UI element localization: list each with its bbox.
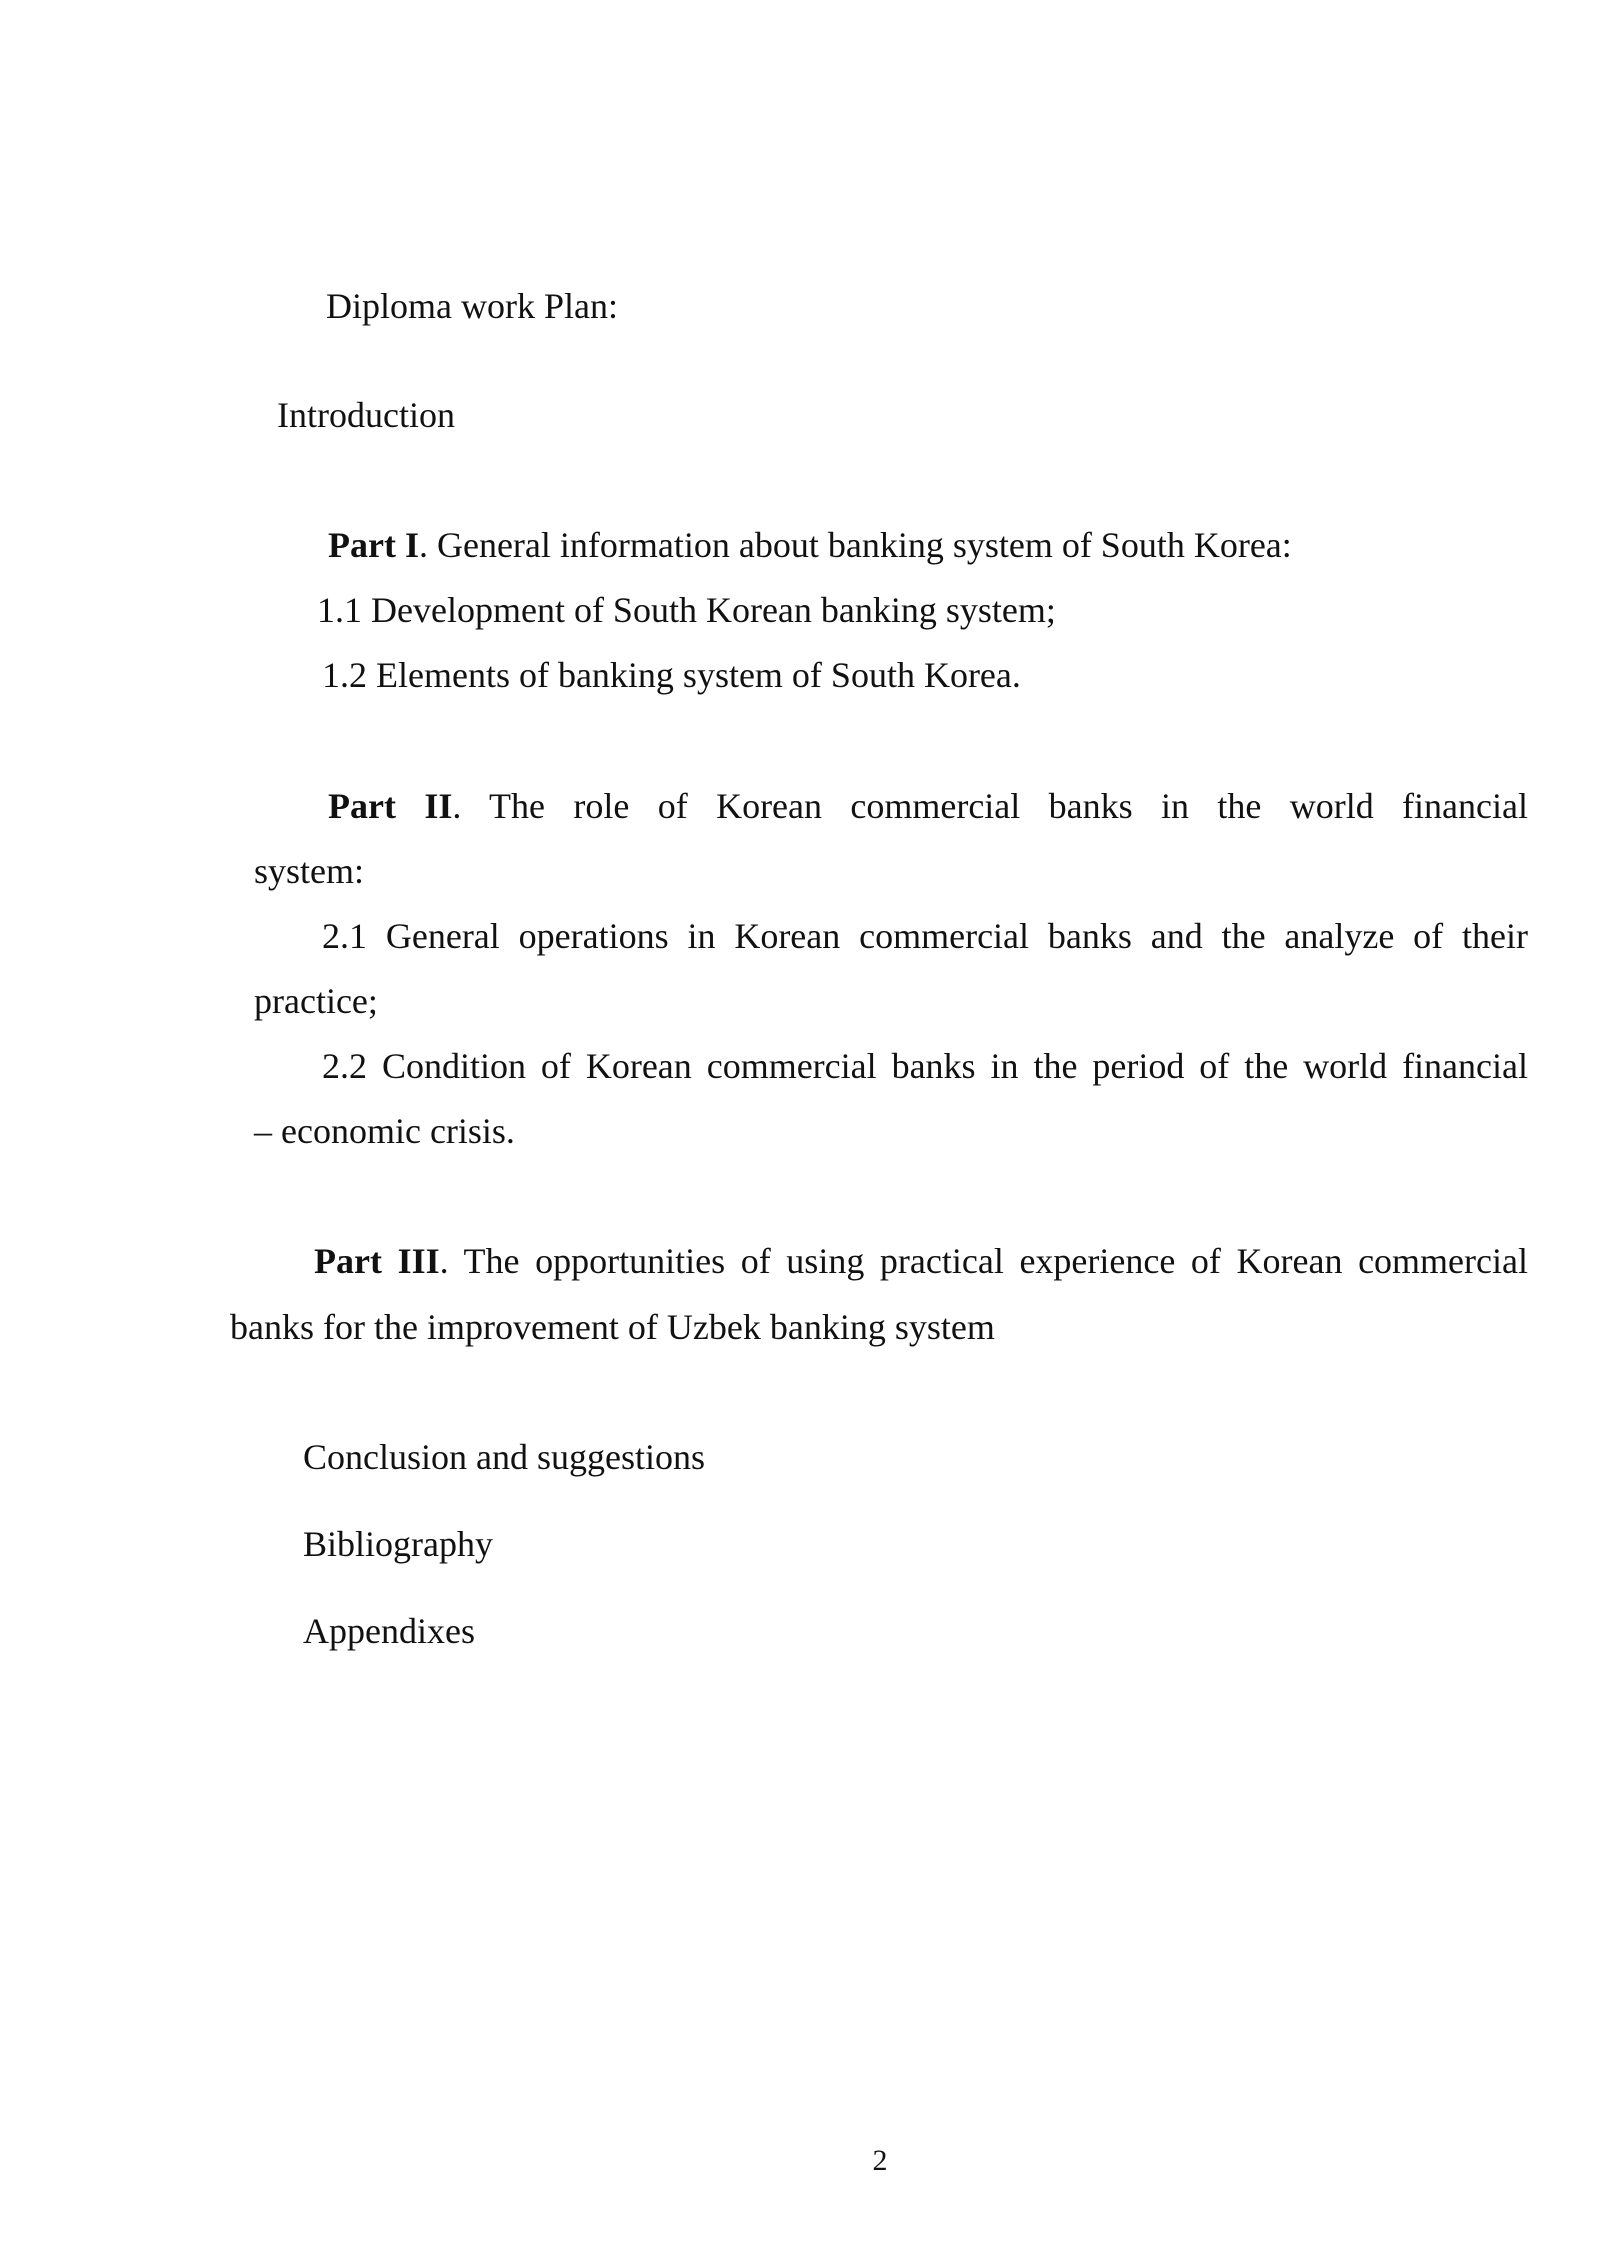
part3-heading-line1 (314, 1239, 1528, 1283)
part2-item1-line2: practice; (254, 981, 378, 1021)
part2-label: Part II (328, 786, 453, 826)
part1-title: . General information about banking system of South Korea: (418, 525, 1292, 565)
bibliography-heading: Bibliography (303, 1524, 493, 1564)
part1-item-2: 1.2 Elements of banking system of South Korea. (322, 655, 1021, 695)
part2-item2-line1: 2.2 Condition of Korean commercial banks in the period of the world financial (322, 1046, 1528, 1086)
part1-item-1: 1.1 Development of South Korean banking system; (317, 590, 1056, 630)
part2-heading-line2: system: (254, 851, 365, 891)
part2-item1-line1: 2.1 General operations in Korean commercial banks and the analyze of their (322, 916, 1528, 956)
introduction-heading: Introduction (277, 395, 455, 435)
part3-label: Part III (314, 1241, 440, 1281)
part3-title: . The opportunities of using practical experience of Korean commercial (439, 1241, 1528, 1281)
part1-label: Part I (328, 525, 419, 565)
part2-item2-line2: – economic crisis. (254, 1111, 515, 1151)
appendixes-heading: Appendixes (303, 1611, 475, 1651)
plan-title: Diploma work Plan: (326, 286, 618, 326)
page-number: 2 (872, 2144, 888, 2177)
part1-heading (328, 523, 1292, 567)
conclusion-heading: Conclusion and suggestions (303, 1437, 705, 1477)
part3-heading-line2: banks for the improvement of Uzbek banking system (230, 1307, 995, 1347)
part2-heading-line1 (328, 784, 1528, 828)
part2-title: . The role of Korean commercial banks in the world financial (452, 786, 1528, 826)
